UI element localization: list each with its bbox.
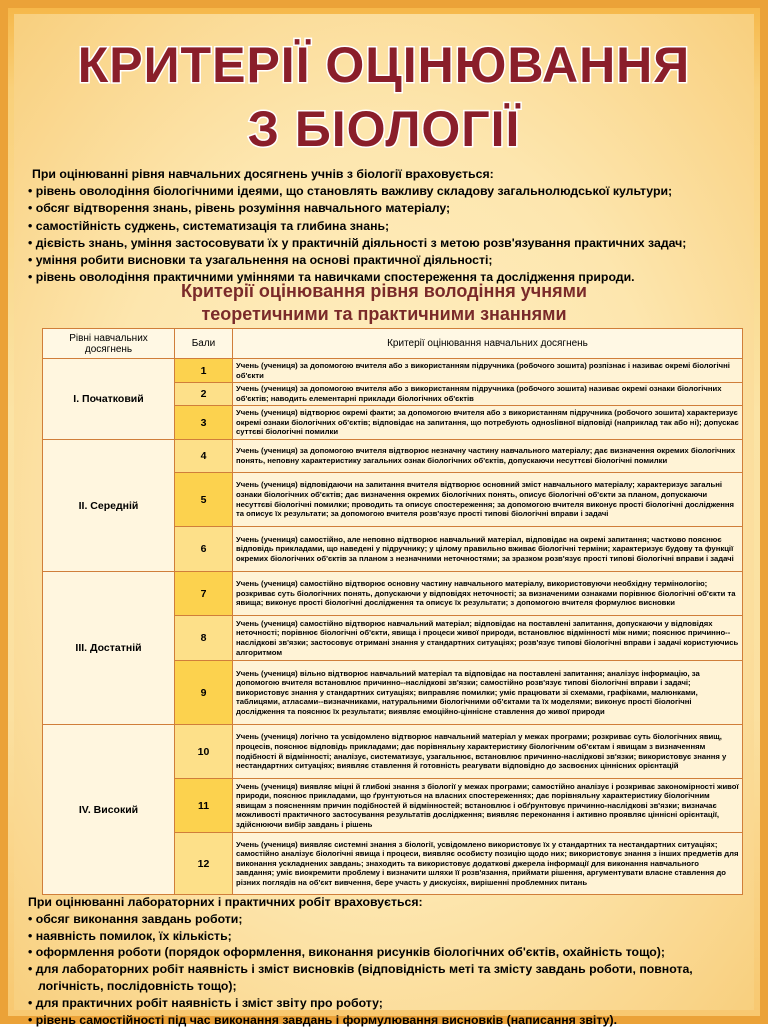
point-cell: 6 (175, 527, 233, 572)
point-cell: 9 (175, 661, 233, 725)
level-high: IV. Високий (43, 725, 175, 895)
intro-item: • самостійність суджень, систематизація та глибина знань; (28, 218, 390, 233)
point-cell: 11 (175, 779, 233, 833)
table-row (43, 572, 743, 616)
point-cell: 12 (175, 833, 233, 895)
lab-item: • рівень самостійності під час виконання завдань і формулювання висновків (написання звіту). (28, 1012, 618, 1027)
criteria-cell: Учень (учениця) за допомогою вчителя або з використанням підручника (робочого зошита) називає окремі ознаки біологічних об'єктів; наводить елементарні приклади біологічних об'єктів (233, 383, 743, 406)
criteria-cell: Учень (учениця) за допомогою вчителя або з використанням підручника (робочого зошита) розпізнає і називає окремі біологічні об'єкти (233, 359, 743, 383)
point-cell: 3 (175, 406, 233, 440)
subtitle-line-1: Критерії оцінювання рівня володіння учнями (181, 281, 587, 301)
header-levels: Рівні навчальних досягнень (43, 329, 175, 359)
subtitle-line-2: теоретичними та практичними знаннями (201, 304, 567, 324)
intro-item: • рівень оволодіння біологічними ідеями, що становлять важливу складову загальнолюдської культури; (28, 184, 673, 199)
lab-item: логічність, послідовність тощо); (38, 978, 237, 993)
point-cell: 1 (175, 359, 233, 383)
intro-item: • уміння робити висновки та узагальнення на основі практичної діяльності; (28, 253, 493, 268)
point-cell: 2 (175, 383, 233, 406)
point-cell: 7 (175, 572, 233, 616)
criteria-table-wrapper (42, 328, 742, 895)
point-cell: 4 (175, 440, 233, 473)
table-row (43, 359, 743, 383)
criteria-cell: Учень (учениця) відтворює окремі факти; за допомогою вчителя або з використанням підручника (робочого зошита) характеризує окремі ознаки біологічних об'єктів; відповідає на запитання, що потребують одноslівної відповіді (наприклад так або ні); допускає суттєві біологічні помилки (233, 406, 743, 440)
level-intermediate: ІІ. Середній (43, 440, 175, 572)
header-points: Бали (175, 329, 233, 359)
level-sufficient: ІІІ. Достатній (43, 572, 175, 725)
lab-item: • обсяг виконання завдань роботи; (28, 911, 243, 926)
lab-heading: При оцінюванні лабораторних і практичних робіт враховується: (28, 895, 423, 909)
criteria-cell: Учень (учениця) за допомогою вчителя відтворює незначну частину навчального матеріалу; дає визначення окремих біологічних понять, неповну характеристику загальних ознак біологічних об'єктів, допускаючи несуттєві біологічні помилки (233, 440, 743, 473)
header-criteria: Критерії оцінювання навчальних досягнень (233, 329, 743, 359)
criteria-cell: Учень (учениця) виявляє міцні й глибокі знання з біології у межах програми; самостійно аналізує і розкриває закономірності живої природи, пояснює прикладами, що ґрунтуються на власних спостереженнях; дає порівняльну характеристику біологічним явищам з поясненням причин подібностей й відмінностей; встановлює і обґрунтовує причинно-наслідкові зв'язки; визначає можливості практичного застосування результатів дослідження; виявляє переконання і активно проявляє ціннісні орієнтації, здійснюючи вибір завдань і рішень (233, 779, 743, 833)
point-cell: 10 (175, 725, 233, 779)
table-row (43, 725, 743, 779)
lab-item: • оформлення роботи (порядок оформлення, виконання рисунків біологічних об'єктів, охайність тощо); (28, 945, 665, 960)
intro-item: • рівень оволодіння практичними уміннями та навичками спостереження та дослідження природи. (28, 270, 635, 285)
point-cell: 8 (175, 616, 233, 661)
intro-heading: При оцінюванні рівня навчальних досягнень учнів з біології враховується: (32, 167, 494, 181)
lab-section (28, 894, 758, 1028)
criteria-cell: Учень (учениця) вільно відтворює навчальний матеріал та відповідає на поставлені запитання; аналізує інформацію, за допомогою вчителя встановлює причинно--наслідкові зв'язки; самостійно розв'язує типові біологічні вправи і задачі; використовує знання у стандартних ситуаціях; виправляє помилки; уміє працювати зі схемами, графіками, малюнками, таблицями, атласами--визначниками, натуральними біологічними об'єктами та їх моделями; виконує прості біологічні дослідження та пояснює їх результати; виявляє емоційно-ціннісне ставлення до живої природи (233, 661, 743, 725)
criteria-cell: Учень (учениця) самостійно відтворює навчальний матеріал; відповідає на поставлені запитання, допускаючи у відповідях неточності; порівнює біологічні об'єкти, явища і процеси живої природи, встановлює відмінності між ними; пояснює причинно--наслідкові зв'язки; застосовує отримані знання у стандартних ситуаціях; розв'язує типові біологічні вправи і задачі користуючись алгоритмом (233, 616, 743, 661)
lab-item: • наявність помилок, їх кількість; (28, 928, 232, 943)
intro-item: • обсяг відтворення знань, рівень розуміння навчального матеріалу; (28, 201, 451, 216)
criteria-cell: Учень (учениця) самостійно, але неповно відтворює навчальний матеріал, відповідає на окремі запитання; частково пояснює відповідь прикладами, що наведені у підручнику; у цілому правильно вживає біологічні терміни; характеризує будову та функції окремих біологічних об'єктів за планом з незначними неточностями; за зразком розв'язує прості типові біологічні вправи і задачі (233, 527, 743, 572)
criteria-table (42, 328, 743, 895)
intro-section (28, 166, 758, 286)
lab-item: • для практичних робіт наявність і зміст звіту про роботу; (28, 995, 383, 1010)
criteria-cell: Учень (учениця) самостійно відтворює основну частину навчального матеріалу, використовуючи необхідну термінологію; розкриває суть біологічних понять, допускаючи у відповідях неточності; за визначеними ознаками порівнює біологічні об'єкти та явища; виконує прості біологічні дослідження та описує їх результати; з допомогою вчителя формулює висновки (233, 572, 743, 616)
title-line-1: КРИТЕРІЇ ОЦІНЮВАННЯ (77, 37, 691, 93)
title-line-2: З БІОЛОГІЇ (247, 101, 521, 157)
criteria-cell: Учень (учениця) логічно та усвідомлено відтворює навчальний матеріал у межах програми; розкриває суть біологічних явищ, процесів, пояснює відповідь прикладами; дає порівняльну характеристику біологічним об'єктам і явищам з визначенням подібності й відмінності; аналізує, систематизує, узагальнює, встановлює причинно-наслідкові зв'язки; використовує знання у нестандартних ситуаціях; виявляє ставлення й готовність реагувати відповідно до засвоєних ціннісних орієнтацій (233, 725, 743, 779)
lab-item: • для лабораторних робіт наявність і зміст висновків (відповідність меті та змісту завдань роботи, повнота, (28, 962, 693, 977)
criteria-cell: Учень (учениця) виявляє системні знання з біології, усвідомлено використовує їх у стандартних та нестандартних ситуаціях; самостійно аналізує біологічні явища і процеси, виявляє особисту позицію щодо них; використовує знання з інших предметів для виконання ускладнених завдань; знаходить та використовує додаткові джерела інформації для виконання навчального завдання; уміє виокремити проблему і визначити шляхи її розв'язання, приймати рішення, аргументувати власне ставлення до різних поглядів на об'єкт вивчення, бере участь у дискусіях, вирішенні проблемних питань (233, 833, 743, 895)
intro-item: • дієвість знань, уміння застосовувати їх у практичній діяльності з метою розв'язування практичних задач; (28, 235, 687, 250)
table-header-row (43, 329, 743, 359)
criteria-cell: Учень (учениця) відповідаючи на запитання вчителя відтворює основний зміст навчального матеріалу; характеризує загальні ознаки біологічних об'єктів; дає визначення окремих біологічних понять, описує біологічні об'єкти за планом, допускаючи несуттєві біологічні помилки; проводить та описує спостереження; за допомогою вчителя виконує прості біологічні дослідження та описує їх результати; за допомогою вчителя розв'язує прості типові біологічні вправи і задачі (233, 473, 743, 527)
level-initial: І. Початковий (43, 359, 175, 440)
point-cell: 5 (175, 473, 233, 527)
table-row (43, 440, 743, 473)
